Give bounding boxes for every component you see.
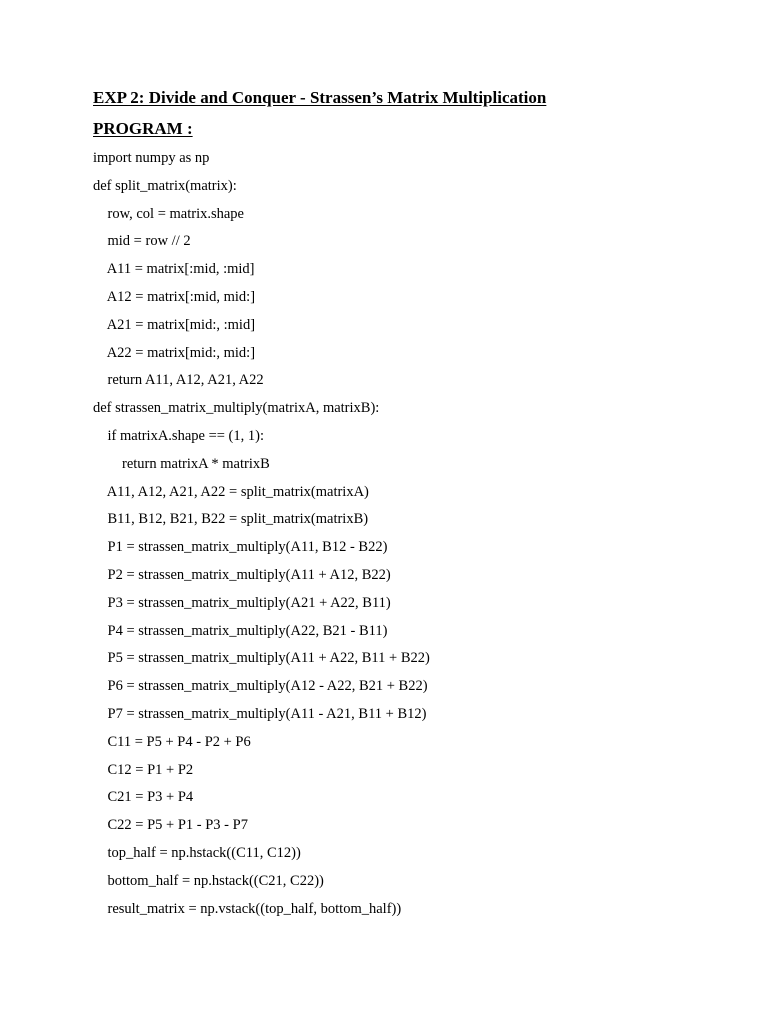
code-line: A12 = matrix[:mid, mid:] [93, 288, 256, 305]
code-line: def split_matrix(matrix): [93, 177, 237, 194]
code-line: P6 = strassen_matrix_multiply(A12 - A22, B21 + B22) [93, 678, 428, 695]
code-line: def strassen_matrix_multiply(matrixA, matrixB): [93, 400, 380, 417]
code-line: A21 = matrix[mid:, :mid] [93, 316, 256, 333]
code-line: return A11, A12, A21, A22 [93, 372, 264, 389]
code-line: result_matrix = np.vstack((top_half, bottom_half)) [93, 900, 402, 917]
code-line: P2 = strassen_matrix_multiply(A11 + A12, B22) [93, 566, 391, 583]
code-line: C21 = P3 + P4 [93, 789, 194, 806]
code-line: C22 = P5 + P1 - P3 - P7 [93, 817, 248, 834]
document-title: EXP 2: Divide and Conquer - Strassen’s Matrix Multiplication [93, 88, 547, 107]
code-line: P3 = strassen_matrix_multiply(A21 + A22, B11) [93, 594, 391, 611]
code-line: if matrixA.shape == (1, 1): [93, 427, 264, 444]
code-line: B11, B12, B21, B22 = split_matrix(matrixB) [93, 511, 369, 528]
code-line: P1 = strassen_matrix_multiply(A11, B12 - B22) [93, 539, 388, 556]
code-line: return matrixA * matrixB [93, 455, 270, 472]
code-line: row, col = matrix.shape [93, 205, 244, 222]
section-heading: PROGRAM : [93, 119, 193, 138]
code-line: C12 = P1 + P2 [93, 761, 194, 778]
code-line: C11 = P5 + P4 - P2 + P6 [93, 733, 251, 750]
code-line: P4 = strassen_matrix_multiply(A22, B21 - B11) [93, 622, 388, 639]
code-line: A22 = matrix[mid:, mid:] [93, 344, 256, 361]
code-line: P7 = strassen_matrix_multiply(A11 - A21, B11 + B12) [93, 705, 427, 722]
code-block [93, 148, 430, 926]
code-line: bottom_half = np.hstack((C21, C22)) [93, 872, 324, 889]
code-line: top_half = np.hstack((C11, C12)) [93, 844, 301, 861]
code-line: A11 = matrix[:mid, :mid] [93, 261, 255, 278]
code-line: import numpy as np [93, 150, 210, 166]
code-line: P5 = strassen_matrix_multiply(A11 + A22, B11 + B22) [93, 650, 430, 667]
code-line: A11, A12, A21, A22 = split_matrix(matrixA) [93, 483, 369, 500]
code-line: mid = row // 2 [93, 233, 191, 250]
